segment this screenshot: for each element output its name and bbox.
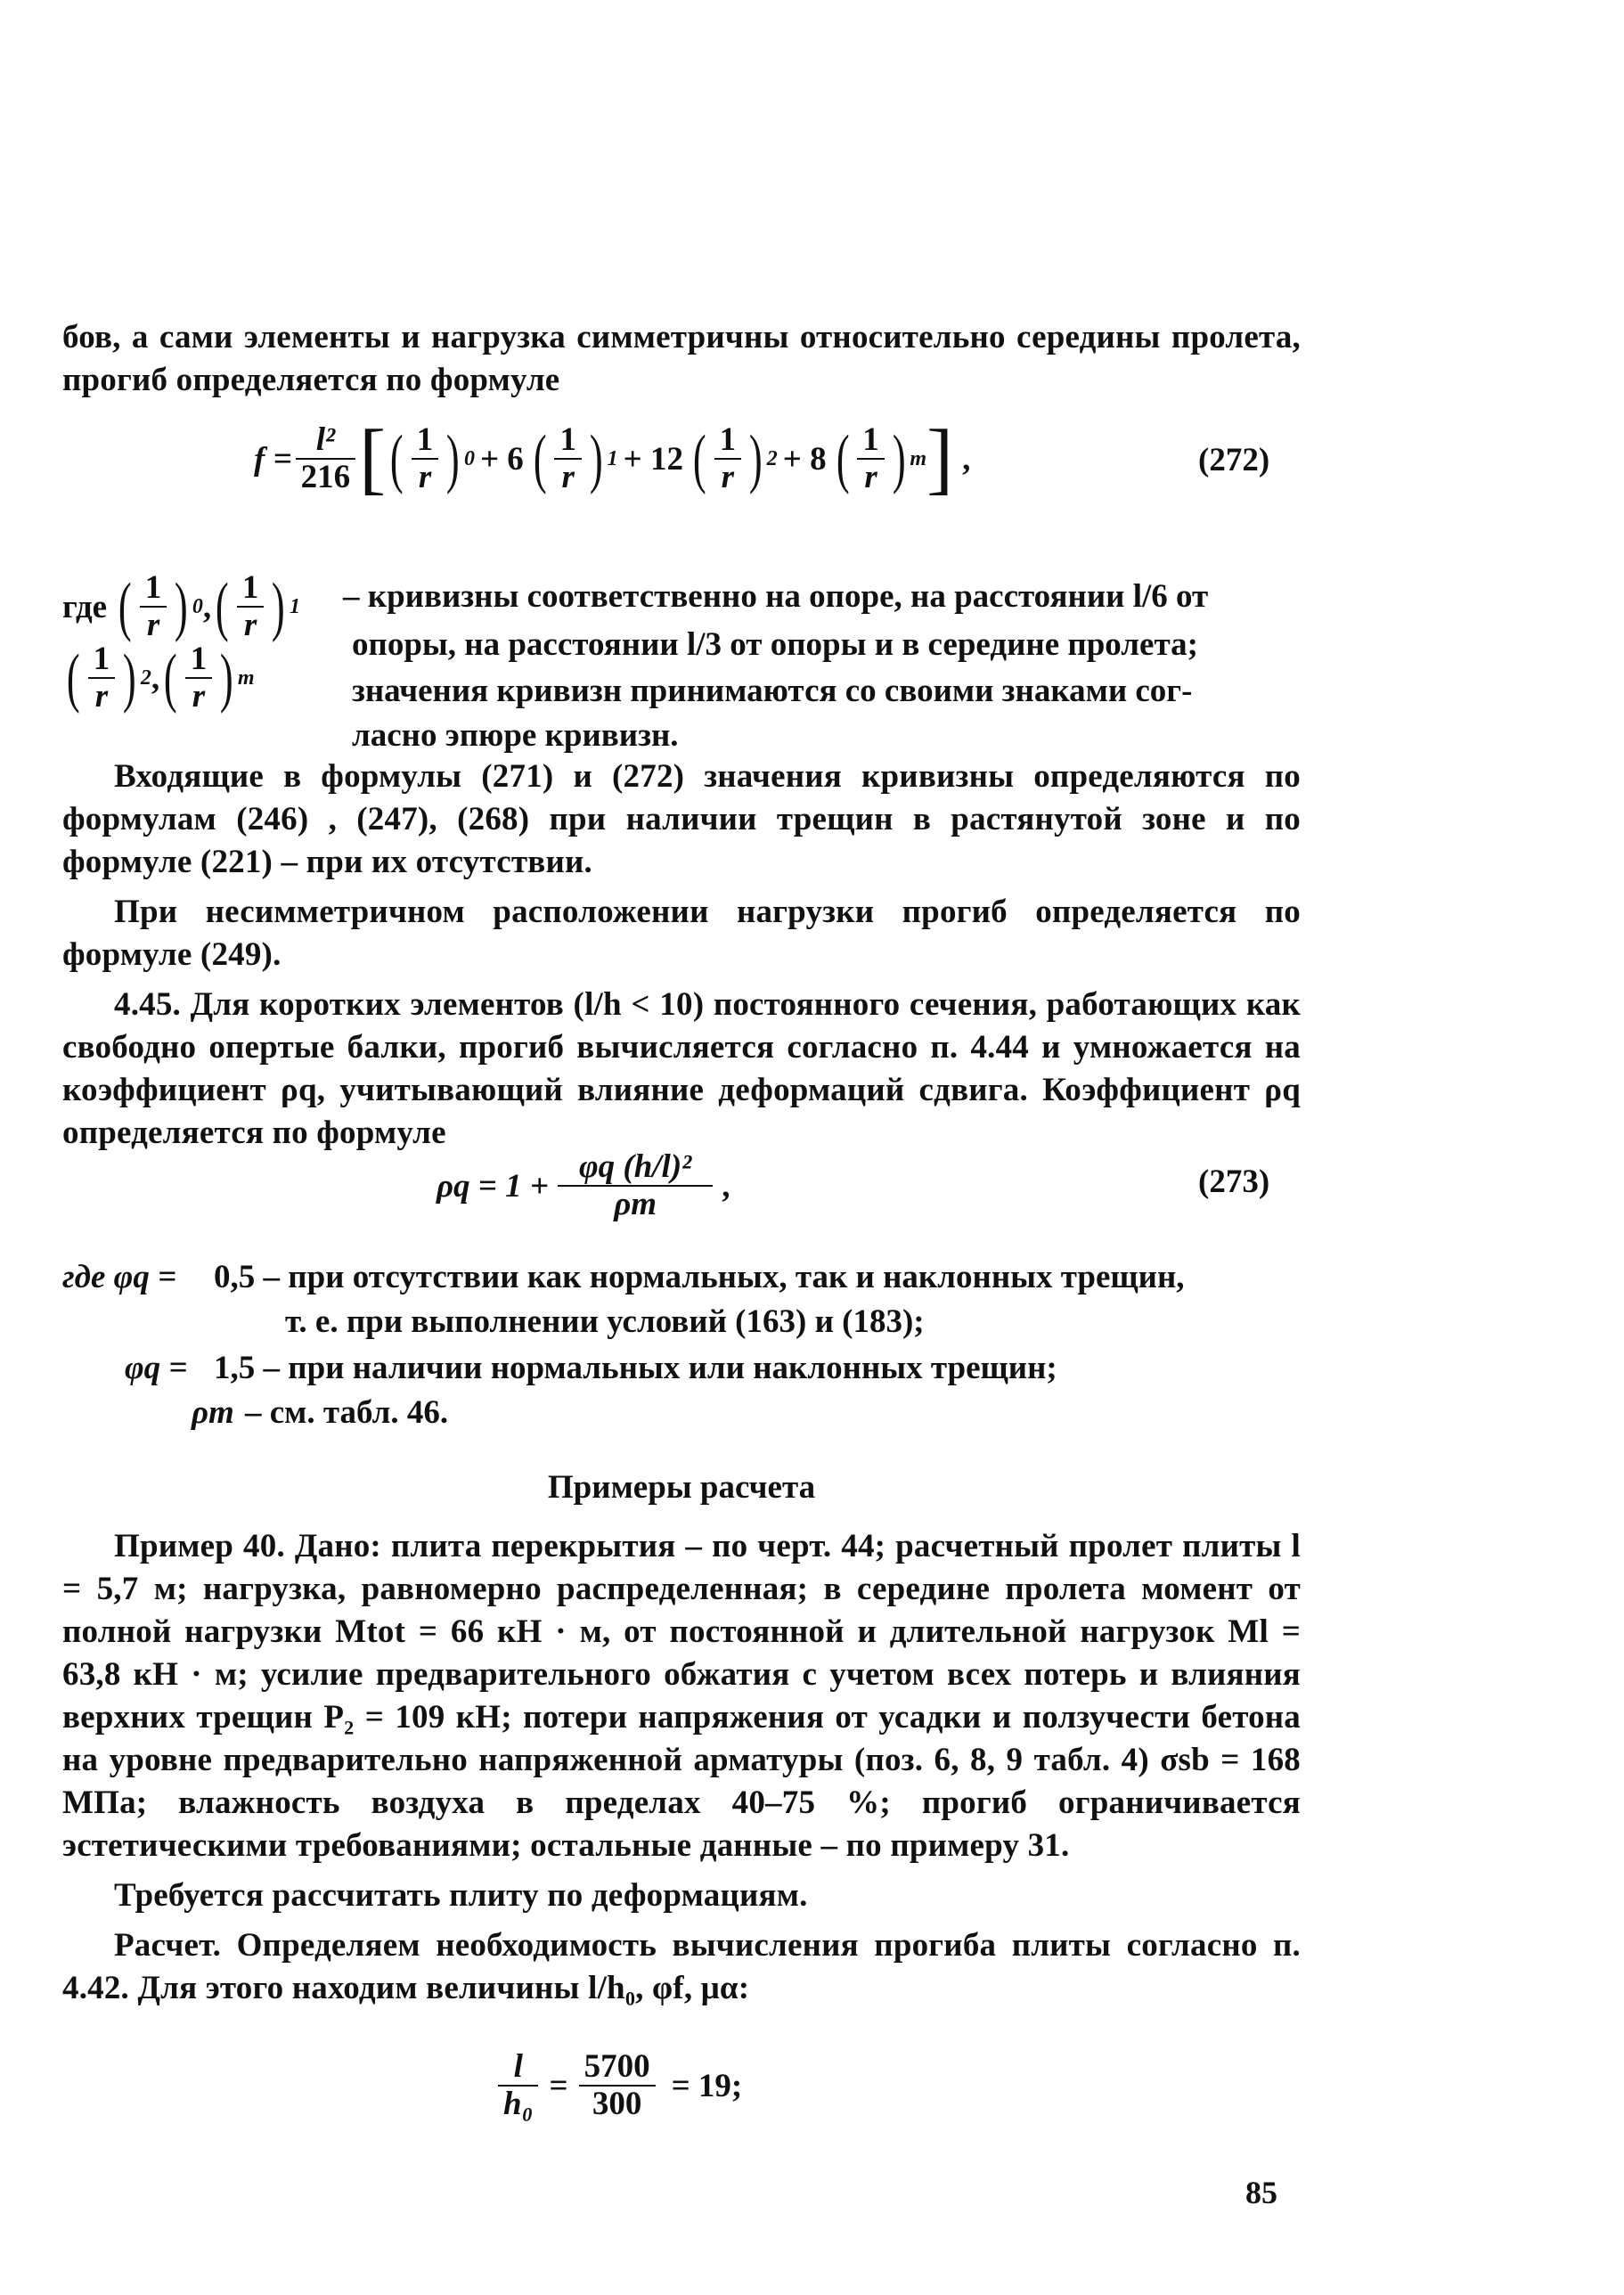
where-273-line3: 1,5 – при наличии нормальных или наклонных трещин; (214, 1350, 1057, 1386)
where-term-2: ( $\frac{1}{r}$ ) 2 (66, 641, 151, 715)
required-text: Требуется рассчитать плиту по деформациям. (114, 1877, 808, 1914)
where-272-line3: значения кривизн принимаются со своими знаками сог- (352, 673, 1193, 709)
formula-272-close-bracket: ] (926, 414, 954, 502)
equation-number-272: (272) (1198, 442, 1270, 478)
body-paragraphs-1 (62, 755, 1301, 1162)
formula-l-over-h0 (494, 2049, 742, 2122)
formula-273-den: ρm (614, 1186, 657, 1222)
formula-272-plus-12: + 12 (623, 440, 683, 478)
paragraph-4-45: 4.45. Для коротких элементов (l/h < 10) постоянного сечения, работающих как свободно опертые балки, прогиб вычисляется согласно п. 4.44 и умножается на коэффициент ρq, учитывающий влияние деформаций сдвига. Коэффициент ρq определяется по формуле (62, 986, 1301, 1151)
where-272-line1: – кривизны соответственно на опоре, на расстоянии l/6 от (343, 578, 1209, 615)
formula-272-frac-den: 216 (300, 459, 351, 495)
section-heading: Примеры расчета (547, 1469, 816, 1506)
intro-text: бов, а сами элементы и нагрузка симметричны относительно середины пролета, прогиб определяется по формуле (62, 319, 1301, 398)
example-40-text: Пример 40. Дано: плита перекрытия – по черт. 44; расчетный пролет плиты l = 5,7 м; нагрузка, равномерно распределенная; в середине пролета момент от полной нагрузки Mtot = 66 кН · м, от постоянной и длительной нагрузок Ml = 63,8 кН · м; усилие предварительного обжатия с учетом всех потерь и влияния верхних трещин P₂ = 109 кН; потери напряжения от усадки и ползучести бетона на уровне предварительно напряженной арматуры (поз. 6, 8, 9 табл. 4) σsb = 168 МПа; влажность воздуха в пределах 40–75 %; прогиб ограничивается эстетическими требованиями; остальные данные – по примеру 31. (62, 1528, 1301, 1864)
formula-272 (254, 414, 971, 502)
formula-272-plus-8: + 8 (782, 440, 827, 478)
where-273-line4: – см. табл. 46. (245, 1394, 449, 1431)
formula-272-lhs: f = (254, 440, 292, 478)
where-273-label-3: φq = (125, 1350, 188, 1386)
formula-273-fraction (558, 1149, 713, 1222)
calculation-text: Расчет. Определяем необходимость вычисления прогиба плиты согласно п. 4.42. Для этого находим величины l/h₀, φf, μα: (62, 1927, 1301, 2006)
body-paragraphs-2 (62, 1525, 1301, 2017)
curvature-term-2: ( $\frac{1}{r}$ ) 2 (692, 421, 778, 495)
fraction-5700-300 (579, 2049, 656, 2122)
where-272-line2: опоры, на расстоянии l/3 от опоры и в середине пролета; (352, 626, 1198, 663)
formula-273-num: φq (h/l)² (558, 1149, 713, 1187)
where-273-line1: 0,5 – при отсутствии как нормальных, так и наклонных трещин, (214, 1259, 1185, 1295)
formula-272-plus-6: + 6 (479, 440, 524, 478)
formula-272-comma: , (962, 440, 971, 478)
where-273-label-4: ρm (192, 1394, 234, 1431)
curvature-term-m: ( $\frac{1}{r}$ ) m (836, 421, 927, 495)
fraction-h0: h₀ (503, 2086, 534, 2122)
formula-272-open-bracket: [ (359, 414, 387, 502)
where-272-symbols-row2: ( $\frac{1}{r}$ ) 2 , ( $\frac{1}{r}$ ) m (62, 641, 255, 715)
curvature-term-1: ( $\frac{1}{r}$ ) 1 (533, 421, 618, 495)
where-term-0: ( $\frac{1}{r}$ ) 0 (118, 569, 203, 643)
where-term-m: ( $\frac{1}{r}$ ) m (163, 641, 255, 715)
fraction-l: l (498, 2049, 538, 2087)
formula-272-fraction (296, 422, 356, 495)
where-273-label-1: где φq = (62, 1259, 177, 1295)
paragraph-asymmetric: При несимметричном расположении нагрузки прогиб определяется по формуле (249). (62, 894, 1301, 973)
fraction-l-h0 (498, 2049, 538, 2122)
paragraph-formulas: Входящие в формулы (271) и (272) значения кривизны определяются по формулам (246) , (247), (268) при наличии трещин в растянутой зоне и по формуле (221) – при их отсутствии. (62, 758, 1301, 880)
where-272-symbols-row1: где ( $\frac{1}{r}$ ) 0 , ( $\frac{1}{r}$ ) 1 (62, 569, 300, 643)
formula-273-lhs: ρq = 1 + (437, 1167, 549, 1205)
equals-sign: = (549, 2067, 568, 2104)
fraction-5700: 5700 (579, 2049, 656, 2087)
formula-273 (437, 1149, 730, 1222)
formula-272-frac-num: l² (296, 422, 356, 460)
where-term-1: ( $\frac{1}{r}$ ) 1 (216, 569, 300, 643)
equation-number-273: (273) (1198, 1164, 1270, 1200)
curvature-term-0: ( $\frac{1}{r}$ ) 0 (390, 421, 475, 495)
where-273-line2: т. е. при выполнении условий (163) и (183); (285, 1303, 925, 1340)
result-19: = 19; (671, 2067, 743, 2104)
where-272-line4: ласно эпюре кривизн. (352, 717, 679, 754)
formula-273-comma: , (722, 1167, 730, 1205)
intro-paragraph (62, 316, 1301, 409)
fraction-300: 300 (592, 2086, 642, 2122)
page-number: 85 (1245, 2175, 1277, 2210)
where-272-label: где (62, 588, 108, 625)
